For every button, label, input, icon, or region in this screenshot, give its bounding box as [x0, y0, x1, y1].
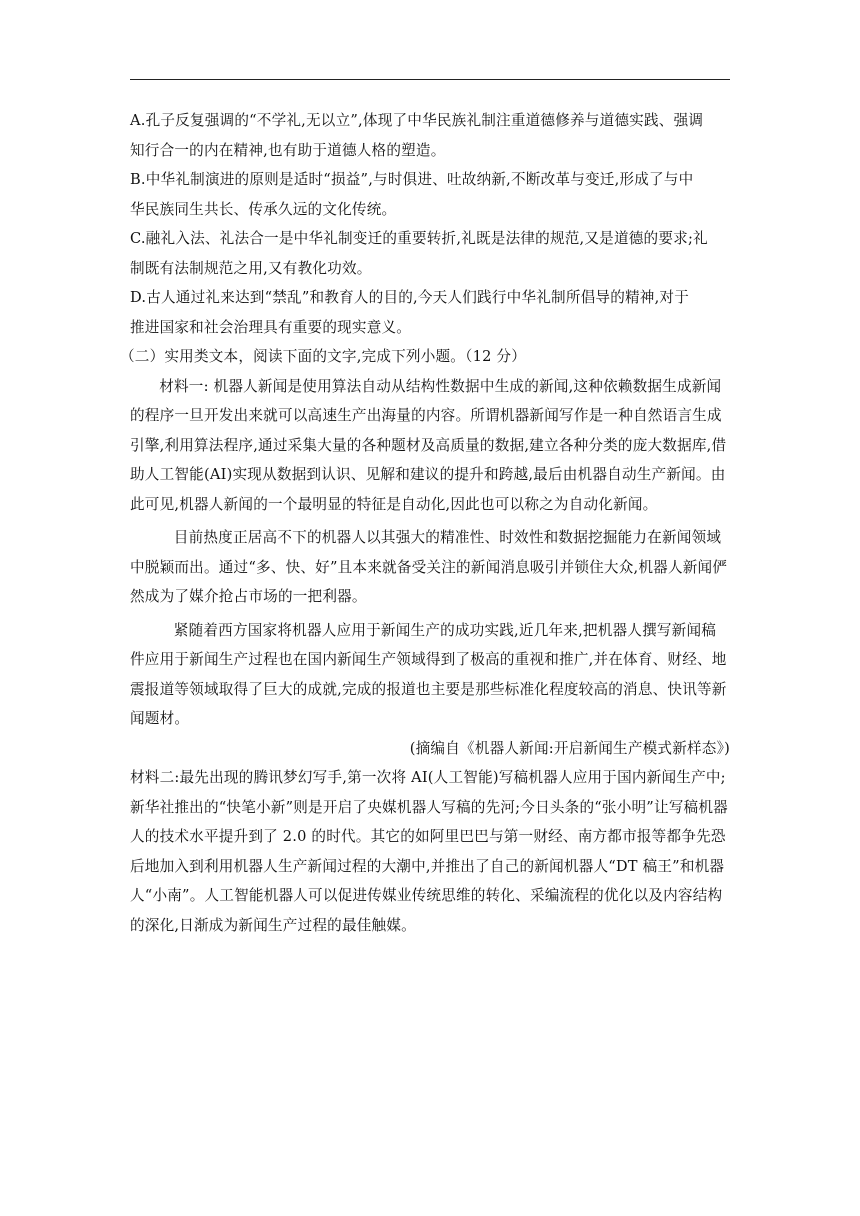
option-d [130, 283, 730, 342]
material-1-source: (摘编自《机器人新闻:开启新闻生产模式新样态》) [409, 739, 730, 757]
material-1-paragraph-3: 紧随着西方国家将机器人应用于新闻生产的成功实践,近几年来,把机器人撰写新闻稿件应用于新闻生产过程也在国内新闻生产领域得到了极高的重视和推广,并在体育、财经、地震报道等领域取得了巨大的成就,完成的报道也主要是那些标准化程度较高的消息、快讯等新闻题材。 [130, 621, 727, 727]
option-a [130, 106, 730, 165]
document-body [120, 106, 730, 940]
header-rule [130, 79, 730, 80]
option-b [130, 165, 730, 224]
option-c [130, 224, 730, 283]
option-d-line-1: D.古人通过礼来达到“禁乱”和教育人的目的,今天人们践行中华礼制所倡导的精神,对于 [130, 289, 690, 306]
option-d-line-2: 推进国家和社会治理具有重要的现实意义。 [130, 318, 412, 336]
option-a-line-1: A.孔子反复强调的“不学礼,无以立”,体现了中华民族礼制注重道德修养与道德实践、强调 [130, 112, 704, 129]
option-b-line-2: 华民族同生共长、传承久远的文化传统。 [130, 200, 397, 218]
option-a-line-2: 知行合一的内在精神,也有助于道德人格的塑造。 [130, 141, 446, 159]
option-c-line-2: 制既有法制规范之用,又有教化功效。 [130, 259, 372, 277]
material-2-paragraph-1: 材料二:最先出现的腾讯梦幻写手,第一次将 AI(人工智能)写稿机器人应用于国内新闻生产中;新华社推出的“快笔小新”则是开启了央媒机器人写稿的先河;今日头条的“张小明”让写稿机器人的技术水平提升到了 2.0 的时代。其它的如阿里巴巴与第一财经、南方都市报等都争先恐后地加入到利用机器人生产新闻过程的大潮中,并推出了自己的新闻机器人“DT 稿王”和机器人“小南”。人工智能机器人可以促进传媒业传统思维的转化、采编流程的优化以及内容结构的深化,日渐成为新闻生产过程的最佳触媒。 [130, 769, 728, 934]
material-1-paragraph-1: 材料一: 机器人新闻是使用算法自动从结构性数据中生成的新闻,这种依赖数据生成新闻的程序一旦开发出来就可以高速生产出海量的内容。所谓机器新闻写作是一种自然语言生成引擎,利用算法程序,通过采集大量的各种题材及高质量的数据,建立各种分类的庞大数据库,借助人工智能(AI)实现从数据到认识、见解和建议的提升和跨越,最后由机器自动生产新闻。由此可见,机器人新闻的一个最明显的特征是自动化,因此也可以称之为自动化新闻。 [130, 377, 727, 513]
option-b-line-1: B.中华礼制演进的原则是适时“损益”,与时俱进、吐故纳新,不断改革与变迁,形成了与中 [130, 171, 694, 188]
section-heading: （二）实用类文本，阅读下面的文字,完成下列小题。（12 分） [120, 348, 526, 365]
option-c-line-1: C.融礼入法、礼法合一是中华礼制变迁的重要转折,礼既是法律的规范,又是道德的要求;礼 [130, 230, 708, 247]
material-1-paragraph-2: 目前热度正居高不下的机器人以其强大的精准性、时效性和数据挖掘能力在新闻领域中脱颖而出。通过“多、快、好”且本来就备受关注的新闻消息吸引并锁住大众,机器人新闻俨然成为了媒介抢占市场的一把利器。 [130, 529, 728, 605]
